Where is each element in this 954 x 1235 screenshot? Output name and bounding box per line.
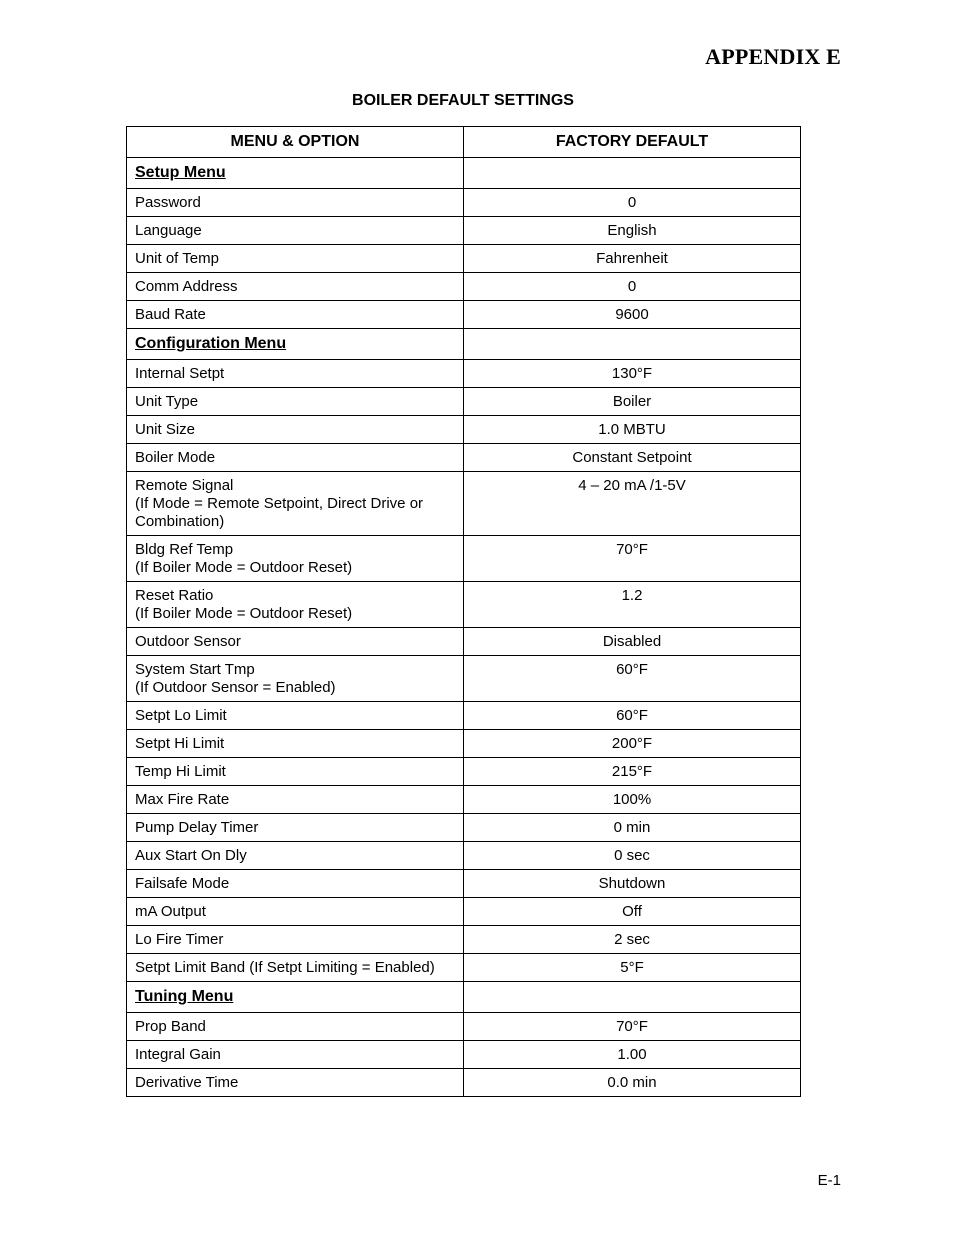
option-text: Combination) (135, 513, 225, 530)
table-row (127, 444, 801, 472)
option-text: Lo Fire Timer (135, 931, 224, 948)
table-row (127, 730, 801, 758)
option-text: Language (135, 222, 202, 239)
option-cell (127, 786, 464, 814)
column-header-factory-default: FACTORY DEFAULT (464, 127, 801, 158)
table-row (127, 1041, 801, 1069)
table-row (127, 842, 801, 870)
document-title: BOILER DEFAULT SETTINGS (352, 92, 574, 109)
option-text: System Start Tmp (135, 661, 255, 678)
table-body (127, 158, 801, 1097)
option-cell (127, 360, 464, 388)
default-settings-table (126, 126, 801, 1097)
option-text: Configuration Menu (135, 335, 287, 352)
default-value-cell: Shutdown (464, 870, 801, 898)
table-row (127, 388, 801, 416)
default-value-cell: 200°F (464, 730, 801, 758)
option-cell (127, 842, 464, 870)
table-row (127, 786, 801, 814)
option-cell (127, 536, 464, 582)
default-value-cell: Disabled (464, 628, 801, 656)
option-cell (127, 702, 464, 730)
option-cell (127, 656, 464, 702)
table-row (127, 217, 801, 245)
option-cell (127, 444, 464, 472)
default-value-cell: 1.00 (464, 1041, 801, 1069)
option-text: mA Output (135, 903, 206, 920)
option-text: Integral Gain (135, 1046, 221, 1063)
default-value-cell: 100% (464, 786, 801, 814)
option-text: Unit Size (135, 421, 196, 438)
table-row (127, 702, 801, 730)
table-row (127, 898, 801, 926)
option-text: Prop Band (135, 1018, 206, 1035)
option-text: Baud Rate (135, 306, 206, 323)
option-cell (127, 898, 464, 926)
appendix-heading: APPENDIX E (705, 44, 841, 69)
default-value-cell: 0.0 min (464, 1069, 801, 1097)
section-row (127, 982, 801, 1013)
option-text: Bldg Ref Temp (135, 541, 234, 558)
option-cell (127, 388, 464, 416)
option-text: (If Outdoor Sensor = Enabled) (135, 679, 336, 696)
option-text: Temp Hi Limit (135, 763, 226, 780)
option-cell (127, 730, 464, 758)
table-row (127, 536, 801, 582)
table-row (127, 301, 801, 329)
section-title (127, 158, 464, 189)
default-value-cell: Constant Setpoint (464, 444, 801, 472)
page-number: E-1 (817, 1172, 841, 1189)
option-text: Internal Setpt (135, 365, 225, 382)
option-cell (127, 926, 464, 954)
table-row (127, 416, 801, 444)
table-row (127, 1013, 801, 1041)
table-row (127, 954, 801, 982)
option-cell (127, 582, 464, 628)
option-text: Password (135, 194, 201, 211)
option-text: Unit Type (135, 393, 199, 410)
option-text: Setpt Lo Limit (135, 707, 227, 724)
column-header-menu-option: MENU & OPTION (127, 127, 464, 158)
default-value-cell: 0 min (464, 814, 801, 842)
option-text: Derivative Time (135, 1074, 239, 1091)
default-value-cell: Fahrenheit (464, 245, 801, 273)
default-value-cell: 9600 (464, 301, 801, 329)
option-cell (127, 1069, 464, 1097)
default-value-cell (464, 329, 801, 360)
option-cell (127, 472, 464, 536)
option-cell (127, 758, 464, 786)
option-text: Tuning Menu (135, 988, 234, 1005)
option-cell (127, 245, 464, 273)
default-value-cell: 70°F (464, 536, 801, 582)
section-row (127, 158, 801, 189)
default-value-cell: 215°F (464, 758, 801, 786)
table-row (127, 245, 801, 273)
option-text: Setpt Hi Limit (135, 735, 225, 752)
option-cell (127, 1013, 464, 1041)
default-value-cell (464, 158, 801, 189)
option-cell (127, 416, 464, 444)
default-value-cell (464, 982, 801, 1013)
default-value-cell: 1.2 (464, 582, 801, 628)
table-row (127, 758, 801, 786)
option-text: Aux Start On Dly (135, 847, 247, 864)
table-row (127, 360, 801, 388)
option-text: (If Boiler Mode = Outdoor Reset) (135, 559, 353, 576)
default-value-cell: English (464, 217, 801, 245)
default-value-cell: 2 sec (464, 926, 801, 954)
option-text: Boiler Mode (135, 449, 216, 466)
default-value-cell: 0 sec (464, 842, 801, 870)
option-cell (127, 1041, 464, 1069)
table-row (127, 273, 801, 301)
default-value-cell: 1.0 MBTU (464, 416, 801, 444)
section-row (127, 329, 801, 360)
option-text: Setpt Limit Band (If Setpt Limiting = Enabled) (135, 959, 435, 976)
option-text: Max Fire Rate (135, 791, 230, 808)
option-text: Reset Ratio (135, 587, 214, 604)
option-cell (127, 273, 464, 301)
table-row (127, 926, 801, 954)
default-value-cell: 0 (464, 273, 801, 301)
default-value-cell: 60°F (464, 702, 801, 730)
option-text: Pump Delay Timer (135, 819, 259, 836)
option-text: Outdoor Sensor (135, 633, 241, 650)
default-value-cell: 5°F (464, 954, 801, 982)
default-value-cell: Boiler (464, 388, 801, 416)
table-row (127, 628, 801, 656)
option-text: Unit of Temp (135, 250, 219, 267)
section-title (127, 329, 464, 360)
option-cell (127, 954, 464, 982)
table-row (127, 656, 801, 702)
option-cell (127, 870, 464, 898)
default-value-cell: 0 (464, 189, 801, 217)
option-text: Setup Menu (135, 164, 226, 181)
table-row (127, 582, 801, 628)
default-value-cell: 130°F (464, 360, 801, 388)
option-text: Comm Address (135, 278, 238, 295)
section-title (127, 982, 464, 1013)
table-row (127, 870, 801, 898)
default-value-cell: 60°F (464, 656, 801, 702)
default-value-cell: Off (464, 898, 801, 926)
option-cell (127, 301, 464, 329)
option-cell (127, 814, 464, 842)
table-row (127, 472, 801, 536)
option-cell (127, 217, 464, 245)
option-cell (127, 628, 464, 656)
table-header-row (127, 127, 801, 158)
option-text: Failsafe Mode (135, 875, 230, 892)
table-row (127, 814, 801, 842)
option-text: (If Mode = Remote Setpoint, Direct Drive or (135, 495, 424, 512)
default-value-cell: 4 – 20 mA /1-5V (464, 472, 801, 536)
option-cell (127, 189, 464, 217)
default-value-cell: 70°F (464, 1013, 801, 1041)
option-text: Remote Signal (135, 477, 234, 494)
table-row (127, 189, 801, 217)
option-text: (If Boiler Mode = Outdoor Reset) (135, 605, 353, 622)
table-row (127, 1069, 801, 1097)
